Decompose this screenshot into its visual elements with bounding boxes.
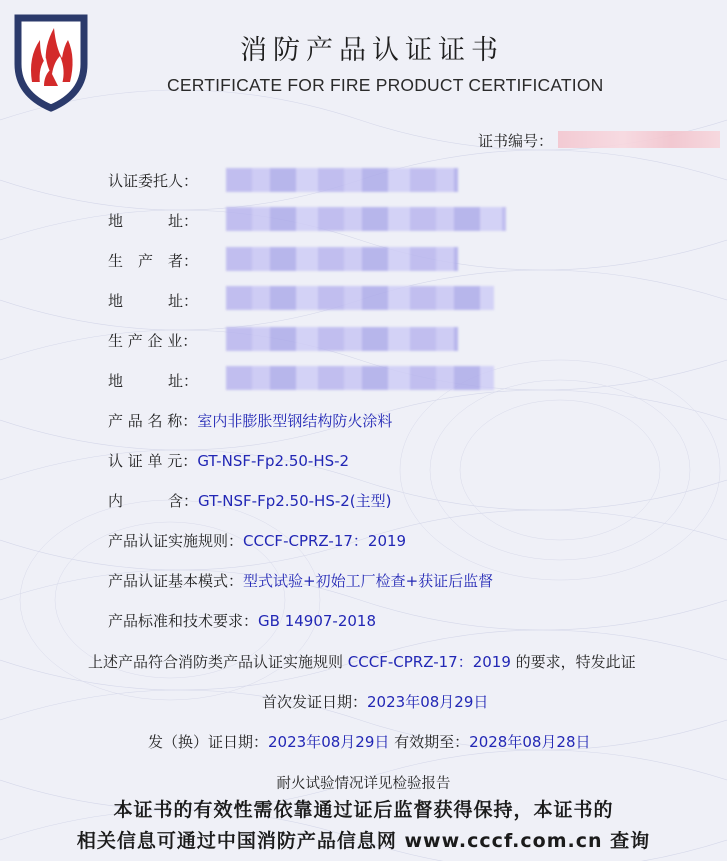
field-label: 地 址： (108, 372, 199, 390)
field-row (108, 570, 493, 592)
statement-rule: CCCF-CPRZ-17：2019 (347, 653, 511, 671)
field-label: 生 产 者： (108, 252, 199, 270)
redacted-block (226, 366, 494, 390)
certification-mode-value: 型式试验+初始工厂检查+获证后监督 (243, 572, 494, 590)
field-row (108, 410, 392, 432)
field-label: 地 址： (108, 292, 199, 310)
redacted-block (226, 327, 458, 351)
field-label: 内 含： (108, 492, 199, 510)
redacted-block (226, 247, 458, 271)
footer-line-2: 相关信息可通过中国消防产品信息网 www.cccf.com.cn 查询 (76, 830, 651, 852)
certificate-number-label: 证书编号： (478, 132, 554, 150)
field-row (108, 610, 376, 632)
field-label: 地 址： (108, 212, 199, 230)
compliance-statement: 上述产品符合消防类产品认证实施规则 CCCF-CPRZ-17：2019 的要求，特发此证 (88, 653, 636, 671)
fire-emblem-icon (10, 12, 92, 112)
field-row (108, 370, 198, 392)
valid-until-label: 有效期至： (394, 733, 470, 751)
first-issue-date (262, 691, 488, 712)
certificate-number-redacted (558, 131, 720, 148)
field-label: 产品标准和技术要求： (108, 612, 259, 630)
field-row (108, 170, 198, 192)
redacted-block (226, 207, 506, 231)
redacted-block (226, 168, 458, 192)
field-label: 产品认证基本模式： (108, 572, 244, 590)
issue-date-label: 发（换）证日期： (148, 733, 269, 751)
issue-date-value: 2023年08月29日 (268, 733, 390, 751)
field-row (108, 210, 198, 232)
first-issue-label: 首次发证日期： (262, 693, 368, 711)
field-row (108, 290, 198, 312)
product-name-value: 室内非膨胀型钢结构防火涂料 (197, 412, 393, 430)
issue-dates (148, 731, 591, 752)
field-row (108, 250, 198, 272)
field-label: 认 证 单 元： (108, 452, 198, 470)
certificate-title: 消防产品认证证书 (240, 35, 504, 66)
field-label: 产品认证实施规则： (108, 532, 244, 550)
footer-line-1: 本证书的有效性需依靠通过证后监督获得保持，本证书的 (113, 799, 614, 821)
standard-value: GB 14907-2018 (258, 612, 377, 630)
redacted-block (226, 286, 494, 310)
first-issue-value: 2023年08月29日 (367, 693, 489, 711)
implementation-rule-value: CCCF-CPRZ-17：2019 (243, 532, 407, 550)
field-row (108, 450, 349, 472)
field-row (108, 490, 392, 512)
field-row (108, 530, 406, 552)
field-row (108, 330, 197, 352)
test-report-note: 耐火试验情况详见检验报告 (276, 776, 451, 792)
includes-value: GT-NSF-Fp2.50-HS-2(主型) (198, 492, 392, 510)
valid-until-value: 2028年08月28日 (469, 733, 591, 751)
field-label: 产 品 名 称： (108, 412, 198, 430)
certification-unit-value: GT-NSF-Fp2.50-HS-2 (197, 452, 350, 470)
field-label: 生 产 企 业： (108, 332, 198, 350)
certificate-title-english: CERTIFICATE FOR FIRE PRODUCT CERTIFICATION (167, 75, 604, 95)
field-label: 认证委托人： (108, 172, 199, 190)
